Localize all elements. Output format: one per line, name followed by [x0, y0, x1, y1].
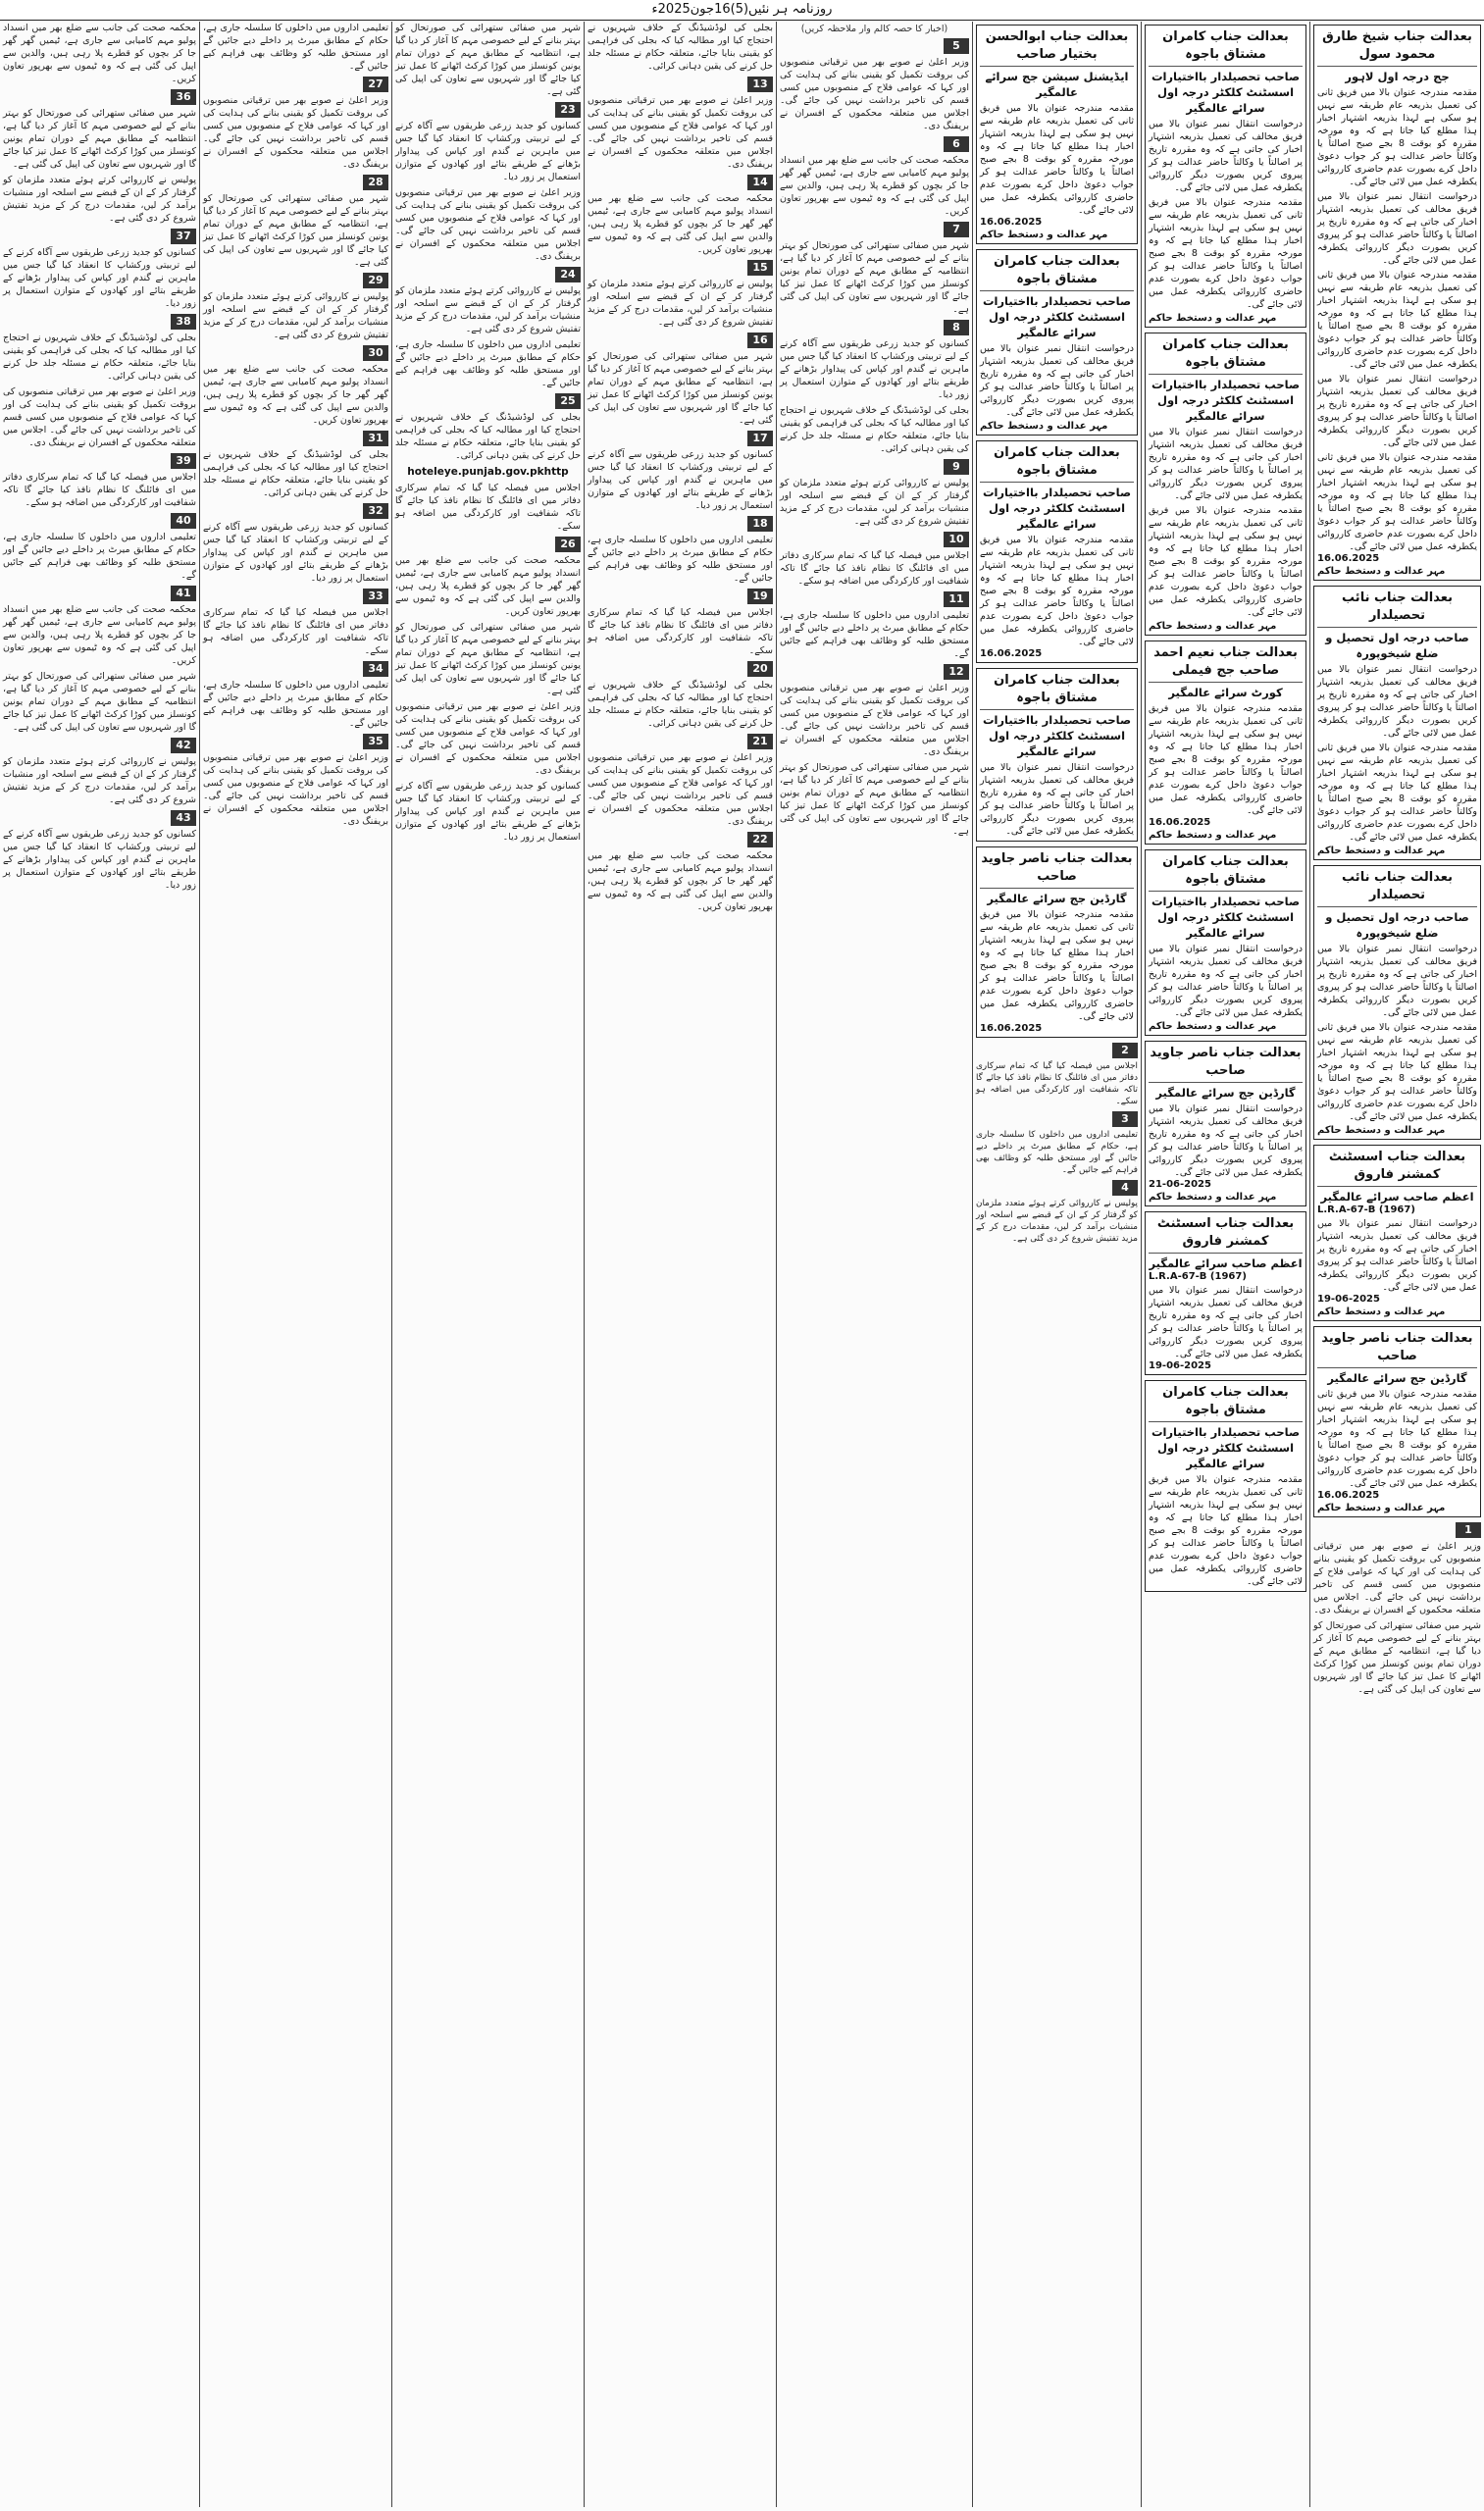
news-paragraph: کسانوں کو جدید زرعی طریقوں سے آگاہ کرنے کے لیے تربیتی ورکشاپ کا انعقاد کیا گیا جس میں ماہرین نے گندم اور کپاس کی پیداوار بڑھانے کے طریقے بتائے اور کھادوں کے متوازن استعمال پر زور دیا۔: [203, 522, 388, 584]
court-notice: [1313, 1326, 1481, 1517]
news-paragraph: تعلیمی اداروں میں داخلوں کا سلسلہ جاری ہے، حکام کے مطابق میرٹ پر داخلے دیے جائیں گے اور مستحق طلبہ کو وظائف بھی فراہم کیے جائیں گے۔: [3, 532, 196, 581]
news-paragraph: تعلیمی اداروں میں داخلوں کا سلسلہ جاری ہے، حکام کے مطابق میرٹ پر داخلے دیے جائیں گے اور مستحق طلبہ کو وظائف بھی فراہم کیے جائیں گے۔: [780, 610, 969, 659]
notice-signature: مہر عدالت و دستخط حاکم: [1149, 1192, 1277, 1203]
news-item-head: [203, 661, 388, 677]
item-number: 30: [363, 345, 388, 361]
news-paragraph: وزیر اعلیٰ نے صوبے بھر میں ترقیاتی منصوبوں کی بروقت تکمیل کو یقینی بنانے کی ہدایت کی اور کہا کہ عوامی فلاح کے منصوبوں میں کسی قسم کی تاخیر برداشت نہیں کی جائے گی۔ اجلاس میں متعلقہ محکموں کے افسران نے بریفنگ دی۔: [588, 95, 773, 170]
item-number: 16: [747, 333, 773, 348]
notice-court-subtitle: صاحب تحصیلدار بااختیارات اسسٹنٹ کلکٹر درجہ اول سرائے عالمگیر: [1151, 895, 1301, 940]
notice-court-title: بعدالت جناب کامران مشتاق باجوہ: [980, 444, 1134, 483]
news-item-head: [203, 431, 388, 446]
notice-court-title: بعدالت جناب ابوالحسن بختیار صاحب: [980, 28, 1134, 67]
notice-court-subtitle: صاحب تحصیلدار بااختیارات اسسٹنٹ کلکٹر درجہ اول سرائے عالمگیر: [982, 486, 1132, 531]
news-paragraph: وزیر اعلیٰ نے صوبے بھر میں ترقیاتی منصوبوں کی بروقت تکمیل کو یقینی بنانے کی ہدایت کی اور کہا کہ عوامی فلاح کے منصوبوں میں کسی قسم کی تاخیر برداشت نہیں کی جائے گی۔ اجلاس میں متعلقہ محکموں کے افسران نے بریفنگ دی۔: [780, 57, 969, 131]
item-number: 24: [555, 267, 581, 282]
news-paragraph: پولیس نے کارروائی کرتے ہوئے متعدد ملزمان کو گرفتار کر کے ان کے قبضے سے اسلحہ اور منشیات برآمد کر لیں، مقدمات درج کر کے مزید تفتیش شروع کر دی گئی ہے۔: [588, 279, 773, 328]
news-item-head: [588, 260, 773, 276]
news-paragraph: کسانوں کو جدید زرعی طریقوں سے آگاہ کرنے کے لیے تربیتی ورکشاپ کا انعقاد کیا گیا جس میں ماہرین نے گندم اور کپاس کی پیداوار بڑھانے کے طریقے بتائے اور کھادوں کے متوازن استعمال پر زور دیا۔: [3, 247, 196, 309]
notice-signature: مہر عدالت و دستخط حاکم: [1149, 621, 1277, 632]
item-number: 12: [944, 664, 969, 680]
item-number: 15: [747, 260, 773, 276]
court-notice: [1313, 25, 1481, 581]
news-paragraph: وزیر اعلیٰ نے صوبے بھر میں ترقیاتی منصوبوں کی بروقت تکمیل کو یقینی بنانے کی ہدایت کی اور کہا کہ عوامی فلاح کے منصوبوں میں کسی قسم کی تاخیر برداشت نہیں کی جائے گی۔ اجلاس میں متعلقہ محکموں کے افسران نے بریفنگ دی۔: [780, 683, 969, 757]
notice-body: درخواست انتقال نمبر عنوان بالا میں فریق مخالف کی تعمیل بذریعہ اشتہار اخبار کی جاتی ہے کہ وہ مقررہ تاریخ پر اصالتاً یا وکالتاً حاضر عدالت ہو کر پیروی کریں بصورت دیگر کارروائی یکطرفہ عمل میں لائی جائے گی۔: [1317, 664, 1477, 739]
notice-body: درخواست انتقال نمبر عنوان بالا میں فریق مخالف کی تعمیل بذریعہ اشتہار اخبار کی جاتی ہے کہ وہ مقررہ تاریخ پر اصالتاً یا وکالتاً حاضر عدالت ہو کر پیروی کریں بصورت دیگر کارروائی یکطرفہ عمل میں لائی جائے گی۔: [1317, 1218, 1477, 1293]
news-paragraph: وزیر اعلیٰ نے صوبے بھر میں ترقیاتی منصوبوں کی بروقت تکمیل کو یقینی بنانے کی ہدایت کی اور کہا کہ عوامی فلاح کے منصوبوں میں کسی قسم کی تاخیر برداشت نہیں کی جائے گی۔ اجلاس میں متعلقہ محکموں کے افسران نے بریفنگ دی۔: [1313, 1541, 1481, 1615]
news-item-head: [3, 738, 196, 753]
news-paragraph: بجلی کی لوڈشیڈنگ کے خلاف شہریوں نے احتجاج کیا اور مطالبہ کیا کہ بجلی کی فراہمی کو یقینی بنایا جائے، متعلقہ حکام نے مسئلہ جلد حل کرنے کی یقین دہانی کرائی۔: [780, 405, 969, 454]
item-number: 36: [171, 89, 196, 105]
item-number: 40: [171, 513, 196, 529]
news-paragraph: بجلی کی لوڈشیڈنگ کے خلاف شہریوں نے احتجاج کیا اور مطالبہ کیا کہ بجلی کی فراہمی کو یقینی بنایا جائے، متعلقہ حکام نے مسئلہ جلد حل کرنے کی یقین دہانی کرائی۔: [588, 23, 773, 72]
notice-body: مقدمہ مندرجہ عنوان بالا میں فریق ثانی کی تعمیل بذریعہ عام طریقہ سے نہیں ہو سکی ہے لہذا بذریعہ اشتہار اخبار ہذا مطلع کیا جاتا ہے کہ وہ مورخہ مقررہ کو بوقت 8 بجے صبح اصالتاً یا وکالتاً حاضر عدالت ہو کر جواب دعویٰ داخل کرے بصورت عدم حاضری کارروائی یکطرفہ عمل میں لائی جائے گی۔: [1317, 452, 1477, 552]
news-paragraph: وزیر اعلیٰ نے صوبے بھر میں ترقیاتی منصوبوں کی بروقت تکمیل کو یقینی بنانے کی ہدایت کی اور کہا کہ عوامی فلاح کے منصوبوں میں کسی قسم کی تاخیر برداشت نہیں کی جائے گی۔ اجلاس میں متعلقہ محکموں کے افسران نے بریفنگ دی۔: [203, 95, 388, 170]
news-paragraph: وزیر اعلیٰ نے صوبے بھر میں ترقیاتی منصوبوں کی بروقت تکمیل کو یقینی بنانے کی ہدایت کی اور کہا کہ عوامی فلاح کے منصوبوں میں کسی قسم کی تاخیر برداشت نہیں کی جائے گی۔ اجلاس میں متعلقہ محکموں کے افسران نے بریفنگ دی۔: [395, 701, 581, 776]
notice-body: درخواست انتقال نمبر عنوان بالا میں فریق مخالف کی تعمیل بذریعہ اشتہار اخبار کی جاتی ہے کہ وہ مقررہ تاریخ پر اصالتاً یا وکالتاً حاضر عدالت ہو کر پیروی کریں بصورت دیگر کارروائی یکطرفہ عمل میں لائی جائے گی۔: [1149, 944, 1303, 1018]
notice-signature: مہر عدالت و دستخط حاکم: [1317, 1307, 1446, 1317]
notice-body: مقدمہ مندرجہ عنوان بالا میں فریق ثانی کی تعمیل بذریعہ عام طریقہ سے نہیں ہو سکی ہے لہذا بذریعہ اشتہار اخبار ہذا مطلع کیا جاتا ہے کہ وہ مورخہ مقررہ کو بوقت 8 بجے صبح اصالتاً یا وکالتاً حاضر عدالت ہو کر جواب دعویٰ داخل کرے بصورت عدم حاضری کارروائی یکطرفہ عمل میں لائی جائے گی۔: [980, 909, 1134, 1022]
notice-body: درخواست انتقال نمبر عنوان بالا میں فریق مخالف کی تعمیل بذریعہ اشتہار اخبار کی جاتی ہے کہ وہ مقررہ تاریخ پر اصالتاً یا وکالتاً حاضر عدالت ہو کر پیروی کریں بصورت دیگر کارروائی یکطرفہ عمل میں لائی جائے گی۔: [980, 762, 1134, 837]
news-paragraph: بجلی کی لوڈشیڈنگ کے خلاف شہریوں نے احتجاج کیا اور مطالبہ کیا کہ بجلی کی فراہمی کو یقینی بنایا جائے، متعلقہ حکام نے مسئلہ جلد حل کرنے کی یقین دہانی کرائی۔: [203, 449, 388, 498]
notice-date: 19-06-2025: [1149, 1360, 1211, 1371]
item-number: 21: [747, 734, 773, 749]
news-paragraph: پولیس نے کارروائی کرتے ہوئے متعدد ملزمان کو گرفتار کر کے ان کے قبضے سے اسلحہ اور منشیات برآمد کر لیں، مقدمات درج کر کے مزید تفتیش شروع کر دی گئی ہے۔: [3, 175, 196, 224]
notice-date: 16.06.2025: [1317, 553, 1380, 564]
news-paragraph: کسانوں کو جدید زرعی طریقوں سے آگاہ کرنے کے لیے تربیتی ورکشاپ کا انعقاد کیا گیا جس میں ماہرین نے گندم اور کپاس کی پیداوار بڑھانے کے طریقے بتائے اور کھادوں کے متوازن استعمال پر زور دیا۔: [588, 449, 773, 511]
news-item-head: [3, 586, 196, 601]
notice-court-subtitle: صاحب تحصیلدار بااختیارات اسسٹنٹ کلکٹر درجہ اول سرائے عالمگیر: [982, 294, 1132, 339]
notice-body: مقدمہ مندرجہ عنوان بالا میں فریق ثانی کی تعمیل بذریعہ عام طریقہ سے نہیں ہو سکی ہے لہذا بذریعہ اشتہار اخبار ہذا مطلع کیا جاتا ہے کہ وہ مورخہ مقررہ کو بوقت 8 بجے صبح اصالتاً یا وکالتاً حاضر عدالت ہو کر جواب دعویٰ داخل کرے بصورت عدم حاضری کارروائی یکطرفہ عمل میں لائی جائے گی۔: [1317, 1389, 1477, 1489]
news-paragraph: پولیس نے کارروائی کرتے ہوئے متعدد ملزمان کو گرفتار کر کے ان کے قبضے سے اسلحہ اور منشیات برآمد کر لیں، مقدمات درج کر کے مزید تفتیش شروع کر دی گئی ہے۔: [976, 1199, 1138, 1244]
news-paragraph: تعلیمی اداروں میں داخلوں کا سلسلہ جاری ہے، حکام کے مطابق میرٹ پر داخلے دیے جائیں گے اور مستحق طلبہ کو وظائف بھی فراہم کیے جائیں گے۔: [588, 535, 773, 584]
item-number: 39: [171, 453, 196, 469]
notice-body: مقدمہ مندرجہ عنوان بالا میں فریق ثانی کی تعمیل بذریعہ عام طریقہ سے نہیں ہو سکی ہے لہذا بذریعہ اشتہار اخبار ہذا مطلع کیا جاتا ہے کہ وہ مورخہ مقررہ کو بوقت 8 بجے صبح اصالتاً یا وکالتاً حاضر عدالت ہو کر جواب دعویٰ داخل کرے بصورت عدم حاضری کارروائی یکطرفہ عمل میں لائی جائے گی۔: [980, 535, 1134, 647]
item-number: 14: [747, 175, 773, 190]
item-number: 31: [363, 431, 388, 446]
news-item-head: [3, 314, 196, 330]
news-paragraph: وزیر اعلیٰ نے صوبے بھر میں ترقیاتی منصوبوں کی بروقت تکمیل کو یقینی بنانے کی ہدایت کی اور کہا کہ عوامی فلاح کے منصوبوں میں کسی قسم کی تاخیر برداشت نہیں کی جائے گی۔ اجلاس میں متعلقہ محکموں کے افسران نے بریفنگ دی۔: [395, 187, 581, 262]
item-number: 7: [944, 222, 969, 237]
item-number: 9: [944, 459, 969, 475]
news-paragraph: تعلیمی اداروں میں داخلوں کا سلسلہ جاری ہے، حکام کے مطابق میرٹ پر داخلے دیے جائیں گے اور مستحق طلبہ کو وظائف بھی فراہم کیے جائیں گے۔: [395, 339, 581, 388]
notice-signature: مہر عدالت و دستخط حاکم: [1149, 313, 1277, 324]
notice-court-title: بعدالت جناب کامران مشتاق باجوہ: [1149, 28, 1303, 67]
item-number: 20: [747, 661, 773, 677]
court-notice: [976, 668, 1138, 842]
news-paragraph: کسانوں کو جدید زرعی طریقوں سے آگاہ کرنے کے لیے تربیتی ورکشاپ کا انعقاد کیا گیا جس میں ماہرین نے گندم اور کپاس کی پیداوار بڑھانے کے طریقے بتائے اور کھادوں کے متوازن استعمال پر زور دیا۔: [780, 338, 969, 400]
court-notice: [1145, 849, 1306, 1036]
news-paragraph: محکمہ صحت کی جانب سے ضلع بھر میں انسداد پولیو مہم کامیابی سے جاری ہے، ٹیمیں گھر گھر جا کر بچوں کو قطرے پلا رہی ہیں، والدین سے اپیل کی گئی ہے کہ وہ ٹیموں سے بھرپور تعاون کریں۔: [3, 23, 196, 84]
news-item-head: [780, 222, 969, 237]
news-item-head: [203, 589, 388, 604]
item-number: 28: [363, 175, 388, 190]
notice-court-subtitle: اعظم صاحب سرائے عالمگیر: [1320, 1190, 1474, 1204]
notice-court-subtitle: گارڈین جج سرائے عالمگیر: [987, 892, 1127, 905]
news-paragraph: اجلاس میں فیصلہ کیا گیا کہ تمام سرکاری دفاتر میں ای فائلنگ کا نظام نافذ کیا جائے گا تاکہ شفافیت اور کارکردگی میں اضافہ ہو سکے۔: [203, 607, 388, 656]
column-2: [1141, 22, 1309, 2507]
notice-date: 16.06.2025: [1317, 1490, 1380, 1501]
notice-court-subtitle: گارڈین جج سرائے عالمگیر: [1327, 1371, 1467, 1385]
news-item-head: [976, 1111, 1138, 1127]
notice-date: 16.06.2025: [980, 648, 1043, 659]
column-6: [391, 22, 584, 2507]
item-number: 34: [363, 661, 388, 677]
news-paragraph: شہر میں صفائی ستھرائی کی صورتحال کو بہتر بنانے کے لیے خصوصی مہم کا آغاز کر دیا گیا ہے، انتظامیہ کے مطابق مہم کے دوران تمام یونین کونسلز میں کوڑا کرکٹ اٹھانے کا عمل تیز کیا جائے گا اور شہریوں سے تعاون کی اپیل کی گئی ہے۔: [780, 762, 969, 837]
news-item-head: [588, 734, 773, 749]
news-paragraph: شہر میں صفائی ستھرائی کی صورتحال کو بہتر بنانے کے لیے خصوصی مہم کا آغاز کر دیا گیا ہے، انتظامیہ کے مطابق مہم کے دوران تمام یونین کونسلز میں کوڑا کرکٹ اٹھانے کا عمل تیز کیا جائے گا اور شہریوں سے تعاون کی اپیل کی گئی ہے۔: [395, 23, 581, 97]
notice-signature: مہر عدالت و دستخط حاکم: [1317, 1503, 1446, 1513]
notice-court-title: بعدالت جناب شیخ طارق محمود سول: [1317, 28, 1477, 67]
news-item-head: [3, 453, 196, 469]
notice-signature: مہر عدالت و دستخط حاکم: [1317, 846, 1446, 856]
notice-court-subtitle: صاحب تحصیلدار بااختیارات اسسٹنٹ کلکٹر درجہ اول سرائے عالمگیر: [1151, 378, 1301, 423]
notice-signature: مہر عدالت و دستخط حاکم: [980, 421, 1108, 432]
news-item-head: [588, 175, 773, 190]
news-item-head: [203, 345, 388, 361]
news-item-head: [203, 503, 388, 519]
notice-date: 16.06.2025: [980, 1023, 1043, 1034]
news-paragraph: بجلی کی لوڈشیڈنگ کے خلاف شہریوں نے احتجاج کیا اور مطالبہ کیا کہ بجلی کی فراہمی کو یقینی بنایا جائے، متعلقہ حکام نے مسئلہ جلد حل کرنے کی یقین دہانی کرائی۔: [588, 680, 773, 729]
item-number: 25: [555, 393, 581, 409]
court-notice: [1313, 865, 1481, 1140]
notice-date: 19-06-2025: [1317, 1294, 1380, 1305]
item-number: 38: [171, 314, 196, 330]
item-number: 32: [363, 503, 388, 519]
news-item-head: [3, 810, 196, 826]
notice-court-subtitle: اعظم صاحب سرائے عالمگیر: [1149, 1256, 1303, 1270]
news-paragraph: کسانوں کو جدید زرعی طریقوں سے آگاہ کرنے کے لیے تربیتی ورکشاپ کا انعقاد کیا گیا جس میں ماہرین نے گندم اور کپاس کی پیداوار بڑھانے کے طریقے بتائے اور کھادوں کے متوازن استعمال پر زور دیا۔: [395, 121, 581, 182]
court-notice: [976, 846, 1138, 1038]
notice-court-subtitle: ایڈیشنل سیشن جج سرائے عالمگیر: [985, 70, 1129, 99]
item-number: 17: [747, 431, 773, 446]
item-number: 2: [1112, 1043, 1138, 1058]
news-paragraph: شہر میں صفائی ستھرائی کی صورتحال کو بہتر بنانے کے لیے خصوصی مہم کا آغاز کر دیا گیا ہے، انتظامیہ کے مطابق مہم کے دوران تمام یونین کونسلز میں کوڑا کرکٹ اٹھانے کا عمل تیز کیا جائے گا اور شہریوں سے تعاون کی اپیل کی گئی ہے۔: [3, 108, 196, 170]
news-item-head: [588, 333, 773, 348]
news-item-head: [976, 1043, 1138, 1058]
item-number: 43: [171, 810, 196, 826]
item-number: 19: [747, 589, 773, 604]
item-number: 37: [171, 229, 196, 244]
notice-lra: L.R.A-67-B (1967): [1317, 1204, 1415, 1215]
item-number: 22: [747, 832, 773, 847]
notice-body: مقدمہ مندرجہ عنوان بالا میں فریق ثانی کی تعمیل بذریعہ عام طریقہ سے نہیں ہو سکی ہے لہذا بذریعہ اشتہار اخبار ہذا مطلع کیا جاتا ہے کہ وہ مورخہ مقررہ کو بوقت 8 بجے صبح اصالتاً یا وکالتاً حاضر عدالت ہو کر جواب دعویٰ داخل کرے بصورت عدم حاضری کارروائی یکطرفہ عمل میں لائی جائے گی۔: [1149, 197, 1303, 310]
news-item-head: [203, 273, 388, 288]
column-3: [972, 22, 1141, 2507]
notice-court-title: بعدالت جناب نائب تحصیلدار: [1317, 589, 1477, 628]
notice-court-title: بعدالت جناب کامران مشتاق باجوہ: [980, 253, 1134, 291]
news-item-head: [203, 77, 388, 92]
news-paragraph: پولیس نے کارروائی کرتے ہوئے متعدد ملزمان کو گرفتار کر کے ان کے قبضے سے اسلحہ اور منشیات برآمد کر لیں، مقدمات درج کر کے مزید تفتیش شروع کر دی گئی ہے۔: [203, 291, 388, 340]
notice-body: درخواست انتقال نمبر عنوان بالا میں فریق مخالف کی تعمیل بذریعہ اشتہار اخبار کی جاتی ہے کہ وہ مقررہ تاریخ پر اصالتاً یا وکالتاً حاضر عدالت ہو کر پیروی کریں بصورت دیگر کارروائی یکطرفہ عمل میں لائی جائے گی۔: [1149, 119, 1303, 193]
news-paragraph: تعلیمی اداروں میں داخلوں کا سلسلہ جاری ہے، حکام کے مطابق میرٹ پر داخلے دیے جائیں گے اور مستحق طلبہ کو وظائف بھی فراہم کیے جائیں گے۔: [203, 23, 388, 72]
notice-body: درخواست انتقال نمبر عنوان بالا میں فریق مخالف کی تعمیل بذریعہ اشتہار اخبار کی جاتی ہے کہ وہ مقررہ تاریخ پر اصالتاً یا وکالتاً حاضر عدالت ہو کر پیروی کریں بصورت دیگر کارروائی یکطرفہ عمل میں لائی جائے گی۔: [1317, 191, 1477, 266]
notice-lra: L.R.A-67-B (1967): [1149, 1271, 1247, 1282]
item-number: 41: [171, 586, 196, 601]
news-paragraph: وزیر اعلیٰ نے صوبے بھر میں ترقیاتی منصوبوں کی بروقت تکمیل کو یقینی بنانے کی ہدایت کی اور کہا کہ عوامی فلاح کے منصوبوں میں کسی قسم کی تاخیر برداشت نہیں کی جائے گی۔ اجلاس میں متعلقہ محکموں کے افسران نے بریفنگ دی۔: [203, 752, 388, 827]
news-item-head: [1313, 1522, 1481, 1538]
notice-court-title: بعدالت جناب نائب تحصیلدار: [1317, 869, 1477, 907]
notice-court-subtitle: صاحب تحصیلدار بااختیارات اسسٹنٹ کلکٹر درجہ اول سرائے عالمگیر: [1151, 70, 1301, 115]
item-number: 8: [944, 320, 969, 335]
court-notice: [976, 249, 1138, 436]
court-notice: [1313, 586, 1481, 860]
notice-body: مقدمہ مندرجہ عنوان بالا میں فریق ثانی کی تعمیل بذریعہ عام طریقہ سے نہیں ہو سکی ہے لہذا بذریعہ اشتہار اخبار ہذا مطلع کیا جاتا ہے کہ وہ مورخہ مقررہ کو بوقت 8 بجے صبح اصالتاً یا وکالتاً حاضر عدالت ہو کر جواب دعویٰ داخل کرے بصورت عدم حاضری کارروائی یکطرفہ عمل میں لائی جائے گی۔: [1149, 703, 1303, 816]
news-paragraph: محکمہ صحت کی جانب سے ضلع بھر میں انسداد پولیو مہم کامیابی سے جاری ہے، ٹیمیں گھر گھر جا کر بچوں کو قطرے پلا رہی ہیں، والدین سے اپیل کی گئی ہے کہ وہ ٹیموں سے بھرپور تعاون کریں۔: [780, 155, 969, 217]
notice-body: درخواست انتقال نمبر عنوان بالا میں فریق مخالف کی تعمیل بذریعہ اشتہار اخبار کی جاتی ہے کہ وہ مقررہ تاریخ پر اصالتاً یا وکالتاً حاضر عدالت ہو کر پیروی کریں بصورت دیگر کارروائی یکطرفہ عمل میں لائی جائے گی۔: [1317, 944, 1477, 1018]
notice-court-subtitle: کورٹ سرائے عالمگیر: [1168, 686, 1283, 699]
news-item-head: [395, 393, 581, 409]
news-paragraph: پولیس نے کارروائی کرتے ہوئے متعدد ملزمان کو گرفتار کر کے ان کے قبضے سے اسلحہ اور منشیات برآمد کر لیں، مقدمات درج کر کے مزید تفتیش شروع کر دی گئی ہے۔: [780, 478, 969, 527]
news-item-head: [3, 89, 196, 105]
item-number: 4: [1112, 1180, 1138, 1196]
item-number: 23: [555, 102, 581, 118]
news-paragraph: بجلی کی لوڈشیڈنگ کے خلاف شہریوں نے احتجاج کیا اور مطالبہ کیا کہ بجلی کی فراہمی کو یقینی بنایا جائے، متعلقہ حکام نے مسئلہ جلد حل کرنے کی یقین دہانی کرائی۔: [395, 412, 581, 461]
notice-date: 21-06-2025: [1149, 1179, 1211, 1190]
notice-signature: مہر عدالت و دستخط حاکم: [1317, 566, 1446, 577]
notice-signature: مہر عدالت و دستخط حاکم: [1317, 1125, 1446, 1136]
notice-body: مقدمہ مندرجہ عنوان بالا میں فریق ثانی کی تعمیل بذریعہ عام طریقہ سے نہیں ہو سکی ہے لہذا بذریعہ اشتہار اخبار ہذا مطلع کیا جاتا ہے کہ وہ مورخہ مقررہ کو بوقت 8 بجے صبح اصالتاً یا وکالتاً حاضر عدالت ہو کر جواب دعویٰ داخل کرے بصورت عدم حاضری کارروائی یکطرفہ عمل میں لائی جائے گی۔: [1317, 270, 1477, 370]
notice-body: مقدمہ مندرجہ عنوان بالا میں فریق ثانی کی تعمیل بذریعہ عام طریقہ سے نہیں ہو سکی ہے لہذا بذریعہ اشتہار اخبار ہذا مطلع کیا جاتا ہے کہ وہ مورخہ مقررہ کو بوقت 8 بجے صبح اصالتاً یا وکالتاً حاضر عدالت ہو کر جواب دعویٰ داخل کرے بصورت عدم حاضری کارروائی یکطرفہ عمل میں لائی جائے گی۔: [1317, 743, 1477, 843]
notice-body: مقدمہ مندرجہ عنوان بالا میں فریق ثانی کی تعمیل بذریعہ عام طریقہ سے نہیں ہو سکی ہے لہذا بذریعہ اشتہار اخبار ہذا مطلع کیا جاتا ہے کہ وہ مورخہ مقررہ کو بوقت 8 بجے صبح اصالتاً یا وکالتاً حاضر عدالت ہو کر جواب دعویٰ داخل کرے بصورت عدم حاضری کارروائی یکطرفہ عمل میں لائی جائے گی۔: [980, 103, 1134, 216]
news-item-head: [3, 229, 196, 244]
notice-court-subtitle: جج درجہ اول لاہور: [1345, 70, 1450, 83]
news-paragraph: شہر میں صفائی ستھرائی کی صورتحال کو بہتر بنانے کے لیے خصوصی مہم کا آغاز کر دیا گیا ہے، انتظامیہ کے مطابق مہم کے دوران تمام یونین کونسلز میں کوڑا کرکٹ اٹھانے کا عمل تیز کیا جائے گا اور شہریوں سے تعاون کی اپیل کی گئی ہے۔: [780, 240, 969, 315]
news-item-head: [780, 136, 969, 152]
notice-court-title: بعدالت جناب اسسٹنٹ کمشنر فاروق: [1149, 1215, 1303, 1254]
news-paragraph: محکمہ صحت کی جانب سے ضلع بھر میں انسداد پولیو مہم کامیابی سے جاری ہے، ٹیمیں گھر گھر جا کر بچوں کو قطرے پلا رہی ہیں، والدین سے اپیل کی گئی ہے کہ وہ ٹیموں سے بھرپور تعاون کریں۔: [3, 604, 196, 666]
news-paragraph: اجلاس میں فیصلہ کیا گیا کہ تمام سرکاری دفاتر میں ای فائلنگ کا نظام نافذ کیا جائے گا تاکہ شفافیت اور کارکردگی میں اضافہ ہو سکے۔: [588, 607, 773, 656]
notice-body: درخواست انتقال نمبر عنوان بالا میں فریق مخالف کی تعمیل بذریعہ اشتہار اخبار کی جاتی ہے کہ وہ مقررہ تاریخ پر اصالتاً یا وکالتاً حاضر عدالت ہو کر پیروی کریں بصورت دیگر کارروائی یکطرفہ عمل میں لائی جائے گی۔: [1149, 1103, 1303, 1178]
notice-court-title: بعدالت جناب کامران مشتاق باجوہ: [1149, 336, 1303, 375]
news-item-head: [780, 664, 969, 680]
news-paragraph: شہر میں صفائی ستھرائی کی صورتحال کو بہتر بنانے کے لیے خصوصی مہم کا آغاز کر دیا گیا ہے، انتظامیہ کے مطابق مہم کے دوران تمام یونین کونسلز میں کوڑا کرکٹ اٹھانے کا عمل تیز کیا جائے گا اور شہریوں سے تعاون کی اپیل کی گئی ہے۔: [3, 671, 196, 733]
notice-signature: مہر عدالت و دستخط حاکم: [980, 230, 1108, 240]
item-number: 35: [363, 734, 388, 749]
item-number: 29: [363, 273, 388, 288]
column-1: [1309, 22, 1484, 2507]
news-paragraph: محکمہ صحت کی جانب سے ضلع بھر میں انسداد پولیو مہم کامیابی سے جاری ہے، ٹیمیں گھر گھر جا کر بچوں کو قطرے پلا رہی ہیں، والدین سے اپیل کی گئی ہے کہ وہ ٹیموں سے بھرپور تعاون کریں۔: [588, 193, 773, 255]
court-notice: [1145, 1041, 1306, 1206]
news-paragraph: محکمہ صحت کی جانب سے ضلع بھر میں انسداد پولیو مہم کامیابی سے جاری ہے، ٹیمیں گھر گھر جا کر بچوں کو قطرے پلا رہی ہیں، والدین سے اپیل کی گئی ہے کہ وہ ٹیموں سے بھرپور تعاون کریں۔: [203, 364, 388, 426]
item-number: 13: [747, 77, 773, 92]
news-paragraph: شہر میں صفائی ستھرائی کی صورتحال کو بہتر بنانے کے لیے خصوصی مہم کا آغاز کر دیا گیا ہے، انتظامیہ کے مطابق مہم کے دوران تمام یونین کونسلز میں کوڑا کرکٹ اٹھانے کا عمل تیز کیا جائے گا اور شہریوں سے تعاون کی اپیل کی گئی ہے۔: [1313, 1620, 1481, 1695]
notice-body: مقدمہ مندرجہ عنوان بالا میں فریق ثانی کی تعمیل بذریعہ عام طریقہ سے نہیں ہو سکی ہے لہذا بذریعہ اشتہار اخبار ہذا مطلع کیا جاتا ہے کہ وہ مورخہ مقررہ کو بوقت 8 بجے صبح اصالتاً یا وکالتاً حاضر عدالت ہو کر جواب دعویٰ داخل کرے بصورت عدم حاضری کارروائی یکطرفہ عمل میں لائی جائے گی۔: [1149, 1474, 1303, 1587]
news-item-head: [780, 459, 969, 475]
news-paragraph: محکمہ صحت کی جانب سے ضلع بھر میں انسداد پولیو مہم کامیابی سے جاری ہے، ٹیمیں گھر گھر جا کر بچوں کو قطرے پلا رہی ہیں، والدین سے اپیل کی گئی ہے کہ وہ ٹیموں سے بھرپور تعاون کریں۔: [395, 555, 581, 617]
notice-signature: مہر عدالت و دستخط حاکم: [1149, 830, 1277, 841]
court-notice: [1313, 1145, 1481, 1321]
notice-body: مقدمہ مندرجہ عنوان بالا میں فریق ثانی کی تعمیل بذریعہ عام طریقہ سے نہیں ہو سکی ہے لہذا بذریعہ اشتہار اخبار ہذا مطلع کیا جاتا ہے کہ وہ مورخہ مقررہ کو بوقت 8 بجے صبح اصالتاً یا وکالتاً حاضر عدالت ہو کر جواب دعویٰ داخل کرے بصورت عدم حاضری کارروائی یکطرفہ عمل میں لائی جائے گی۔: [1317, 1022, 1477, 1122]
item-number: 42: [171, 738, 196, 753]
column-8: [0, 22, 199, 2507]
notice-court-subtitle: صاحب تحصیلدار بااختیارات اسسٹنٹ کلکٹر درجہ اول سرائے عالمگیر: [982, 713, 1132, 758]
item-number: 33: [363, 589, 388, 604]
news-paragraph: وزیر اعلیٰ نے صوبے بھر میں ترقیاتی منصوبوں کی بروقت تکمیل کو یقینی بنانے کی ہدایت کی اور کہا کہ عوامی فلاح کے منصوبوں میں کسی قسم کی تاخیر برداشت نہیں کی جائے گی۔ اجلاس میں متعلقہ محکموں کے افسران نے بریفنگ دی۔: [588, 752, 773, 827]
item-number: 18: [747, 516, 773, 532]
news-item-head: [588, 589, 773, 604]
news-paragraph: اجلاس میں فیصلہ کیا گیا کہ تمام سرکاری دفاتر میں ای فائلنگ کا نظام نافذ کیا جائے گا تاکہ شفافیت اور کارکردگی میں اضافہ ہو سکے۔: [3, 472, 196, 508]
news-item-head: [976, 1180, 1138, 1196]
news-paragraph: شہر میں صفائی ستھرائی کی صورتحال کو بہتر بنانے کے لیے خصوصی مہم کا آغاز کر دیا گیا ہے، انتظامیہ کے مطابق مہم کے دوران تمام یونین کونسلز میں کوڑا کرکٹ اٹھانے کا عمل تیز کیا جائے گا اور شہریوں سے تعاون کی اپیل کی گئی ہے۔: [395, 622, 581, 696]
news-item-head: [588, 77, 773, 92]
item-number: 11: [944, 591, 969, 607]
notice-body: درخواست انتقال نمبر عنوان بالا میں فریق مخالف کی تعمیل بذریعہ اشتہار اخبار کی جاتی ہے کہ وہ مقررہ تاریخ پر اصالتاً یا وکالتاً حاضر عدالت ہو کر پیروی کریں بصورت دیگر کارروائی یکطرفہ عمل میں لائی جائے گی۔: [980, 343, 1134, 418]
section-note: (اخبار کا حصہ کالم وار ملاحظہ کریں): [800, 24, 948, 34]
news-paragraph: شہر میں صفائی ستھرائی کی صورتحال کو بہتر بنانے کے لیے خصوصی مہم کا آغاز کر دیا گیا ہے، انتظامیہ کے مطابق مہم کے دوران تمام یونین کونسلز میں کوڑا کرکٹ اٹھانے کا عمل تیز کیا جائے گا اور شہریوں سے تعاون کی اپیل کی گئی ہے۔: [588, 351, 773, 426]
website-url: hoteleye.punjab.gov.pkhttp: [407, 466, 569, 478]
news-paragraph: تعلیمی اداروں میں داخلوں کا سلسلہ جاری ہے، حکام کے مطابق میرٹ پر داخلے دیے جائیں گے اور مستحق طلبہ کو وظائف بھی فراہم کیے جائیں گے۔: [976, 1130, 1138, 1175]
news-item-head: [395, 537, 581, 552]
news-item-head: [395, 102, 581, 118]
notice-court-title: بعدالت جناب کامران مشتاق باجوہ: [1149, 853, 1303, 892]
item-number: 3: [1112, 1111, 1138, 1127]
notice-court-title: بعدالت جناب کامران مشتاق باجوہ: [980, 672, 1134, 710]
news-paragraph: اجلاس میں فیصلہ کیا گیا کہ تمام سرکاری دفاتر میں ای فائلنگ کا نظام نافذ کیا جائے گا تاکہ شفافیت اور کارکردگی میں اضافہ ہو سکے۔: [780, 550, 969, 587]
notice-court-subtitle: صاحب درجہ اول تحصیل و ضلع شیخوپورہ: [1325, 631, 1469, 660]
notice-court-title: بعدالت جناب اسسٹنٹ کمشنر فاروق: [1317, 1149, 1477, 1187]
news-item-head: [588, 832, 773, 847]
court-notice: [1145, 25, 1306, 328]
news-paragraph: اجلاس میں فیصلہ کیا گیا کہ تمام سرکاری دفاتر میں ای فائلنگ کا نظام نافذ کیا جائے گا تاکہ شفافیت اور کارکردگی میں اضافہ ہو سکے۔: [395, 483, 581, 532]
court-notice: [1145, 1211, 1306, 1375]
notice-court-subtitle: صاحب تحصیلدار بااختیارات اسسٹنٹ کلکٹر درجہ اول سرائے عالمگیر: [1151, 1425, 1301, 1470]
item-number: 10: [944, 532, 969, 547]
news-paragraph: پولیس نے کارروائی کرتے ہوئے متعدد ملزمان کو گرفتار کر کے ان کے قبضے سے اسلحہ اور منشیات برآمد کر لیں، مقدمات درج کر کے مزید تفتیش شروع کر دی گئی ہے۔: [395, 285, 581, 334]
news-paragraph: وزیر اعلیٰ نے صوبے بھر میں ترقیاتی منصوبوں کی بروقت تکمیل کو یقینی بنانے کی ہدایت کی اور کہا کہ عوامی فلاح کے منصوبوں میں کسی قسم کی تاخیر برداشت نہیں کی جائے گی۔ اجلاس میں متعلقہ محکموں کے افسران نے بریفنگ دی۔: [3, 386, 196, 448]
item-number: 1: [1456, 1522, 1481, 1538]
item-number: 27: [363, 77, 388, 92]
news-paragraph: پولیس نے کارروائی کرتے ہوئے متعدد ملزمان کو گرفتار کر کے ان کے قبضے سے اسلحہ اور منشیات برآمد کر لیں، مقدمات درج کر کے مزید تفتیش شروع کر دی گئی ہے۔: [3, 756, 196, 805]
news-item-head: [780, 38, 969, 54]
court-notice: [976, 25, 1138, 244]
news-item-head: [203, 734, 388, 749]
news-item-head: [3, 513, 196, 529]
item-number: 6: [944, 136, 969, 152]
column-5: [584, 22, 776, 2507]
news-item-head: [203, 175, 388, 190]
column-7: [199, 22, 391, 2507]
masthead: روزنامہ ہر نئیں(5)16جون2025ء: [0, 0, 1484, 21]
notice-body: درخواست انتقال نمبر عنوان بالا میں فریق مخالف کی تعمیل بذریعہ اشتہار اخبار کی جاتی ہے کہ وہ مقررہ تاریخ پر اصالتاً یا وکالتاً حاضر عدالت ہو کر پیروی کریں بصورت دیگر کارروائی یکطرفہ عمل میں لائی جائے گی۔: [1149, 1285, 1303, 1359]
news-paragraph: محکمہ صحت کی جانب سے ضلع بھر میں انسداد پولیو مہم کامیابی سے جاری ہے، ٹیمیں گھر گھر جا کر بچوں کو قطرے پلا رہی ہیں، والدین سے اپیل کی گئی ہے کہ وہ ٹیموں سے بھرپور تعاون کریں۔: [588, 850, 773, 912]
notice-court-title: بعدالت جناب کامران مشتاق باجوہ: [1149, 1384, 1303, 1422]
notice-body: درخواست انتقال نمبر عنوان بالا میں فریق مخالف کی تعمیل بذریعہ اشتہار اخبار کی جاتی ہے کہ وہ مقررہ تاریخ پر اصالتاً یا وکالتاً حاضر عدالت ہو کر پیروی کریں بصورت دیگر کارروائی یکطرفہ عمل میں لائی جائے گی۔: [1149, 427, 1303, 501]
notice-body: درخواست انتقال نمبر عنوان بالا میں فریق مخالف کی تعمیل بذریعہ اشتہار اخبار کی جاتی ہے کہ وہ مقررہ تاریخ پر اصالتاً یا وکالتاً حاضر عدالت ہو کر پیروی کریں بصورت دیگر کارروائی یکطرفہ عمل میں لائی جائے گی۔: [1317, 374, 1477, 448]
court-notice: [1145, 333, 1306, 636]
news-paragraph: تعلیمی اداروں میں داخلوں کا سلسلہ جاری ہے، حکام کے مطابق میرٹ پر داخلے دیے جائیں گے اور مستحق طلبہ کو وظائف بھی فراہم کیے جائیں گے۔: [203, 680, 388, 729]
item-number: 5: [944, 38, 969, 54]
notice-date: 16.06.2025: [980, 217, 1043, 228]
news-item-head: [780, 320, 969, 335]
notice-court-title: بعدالت جناب ناصر جاوید صاحب: [1317, 1330, 1477, 1368]
news-item-head: [395, 267, 581, 282]
court-notice: [1145, 1380, 1306, 1592]
notice-date: 16.06.2025: [1149, 817, 1211, 828]
news-item-head: [588, 431, 773, 446]
column-4: [776, 22, 972, 2507]
notice-court-subtitle: گارڈین جج سرائے عالمگیر: [1155, 1086, 1296, 1100]
notice-signature: مہر عدالت و دستخط حاکم: [1149, 1021, 1277, 1032]
news-item-head: [780, 591, 969, 607]
notice-court-title: بعدالت جناب ناصر جاوید صاحب: [980, 850, 1134, 889]
court-notice: [976, 440, 1138, 663]
notice-body: مقدمہ مندرجہ عنوان بالا میں فریق ثانی کی تعمیل بذریعہ عام طریقہ سے نہیں ہو سکی ہے لہذا بذریعہ اشتہار اخبار ہذا مطلع کیا جاتا ہے کہ وہ مورخہ مقررہ کو بوقت 8 بجے صبح اصالتاً یا وکالتاً حاضر عدالت ہو کر جواب دعویٰ داخل کرے بصورت عدم حاضری کارروائی یکطرفہ عمل میں لائی جائے گی۔: [1317, 87, 1477, 187]
notice-court-title: بعدالت جناب نعیم احمد صاحب جج فیملی: [1149, 644, 1303, 683]
court-notice: [1145, 641, 1306, 845]
notice-body: مقدمہ مندرجہ عنوان بالا میں فریق ثانی کی تعمیل بذریعہ عام طریقہ سے نہیں ہو سکی ہے لہذا بذریعہ اشتہار اخبار ہذا مطلع کیا جاتا ہے کہ وہ مورخہ مقررہ کو بوقت 8 بجے صبح اصالتاً یا وکالتاً حاضر عدالت ہو کر جواب دعویٰ داخل کرے بصورت عدم حاضری کارروائی یکطرفہ عمل میں لائی جائے گی۔: [1149, 505, 1303, 618]
news-paragraph: اجلاس میں فیصلہ کیا گیا کہ تمام سرکاری دفاتر میں ای فائلنگ کا نظام نافذ کیا جائے گا تاکہ شفافیت اور کارکردگی میں اضافہ ہو سکے۔: [976, 1061, 1138, 1106]
news-paragraph: شہر میں صفائی ستھرائی کی صورتحال کو بہتر بنانے کے لیے خصوصی مہم کا آغاز کر دیا گیا ہے، انتظامیہ کے مطابق مہم کے دوران تمام یونین کونسلز میں کوڑا کرکٹ اٹھانے کا عمل تیز کیا جائے گا اور شہریوں سے تعاون کی اپیل کی گئی ہے۔: [203, 193, 388, 268]
news-item-head: [588, 516, 773, 532]
news-paragraph: کسانوں کو جدید زرعی طریقوں سے آگاہ کرنے کے لیے تربیتی ورکشاپ کا انعقاد کیا گیا جس میں ماہرین نے گندم اور کپاس کی پیداوار بڑھانے کے طریقے بتائے اور کھادوں کے متوازن استعمال پر زور دیا۔: [3, 829, 196, 891]
news-paragraph: کسانوں کو جدید زرعی طریقوں سے آگاہ کرنے کے لیے تربیتی ورکشاپ کا انعقاد کیا گیا جس میں ماہرین نے گندم اور کپاس کی پیداوار بڑھانے کے طریقے بتائے اور کھادوں کے متوازن استعمال پر زور دیا۔: [395, 781, 581, 843]
notice-court-title: بعدالت جناب ناصر جاوید صاحب: [1149, 1045, 1303, 1083]
item-number: 26: [555, 537, 581, 552]
news-item-head: [780, 532, 969, 547]
news-item-head: [588, 661, 773, 677]
news-paragraph: بجلی کی لوڈشیڈنگ کے خلاف شہریوں نے احتجاج کیا اور مطالبہ کیا کہ بجلی کی فراہمی کو یقینی بنایا جائے، متعلقہ حکام نے مسئلہ جلد حل کرنے کی یقین دہانی کرائی۔: [3, 333, 196, 382]
notice-court-subtitle: صاحب درجہ اول تحصیل و ضلع شیخوپورہ: [1325, 910, 1469, 940]
